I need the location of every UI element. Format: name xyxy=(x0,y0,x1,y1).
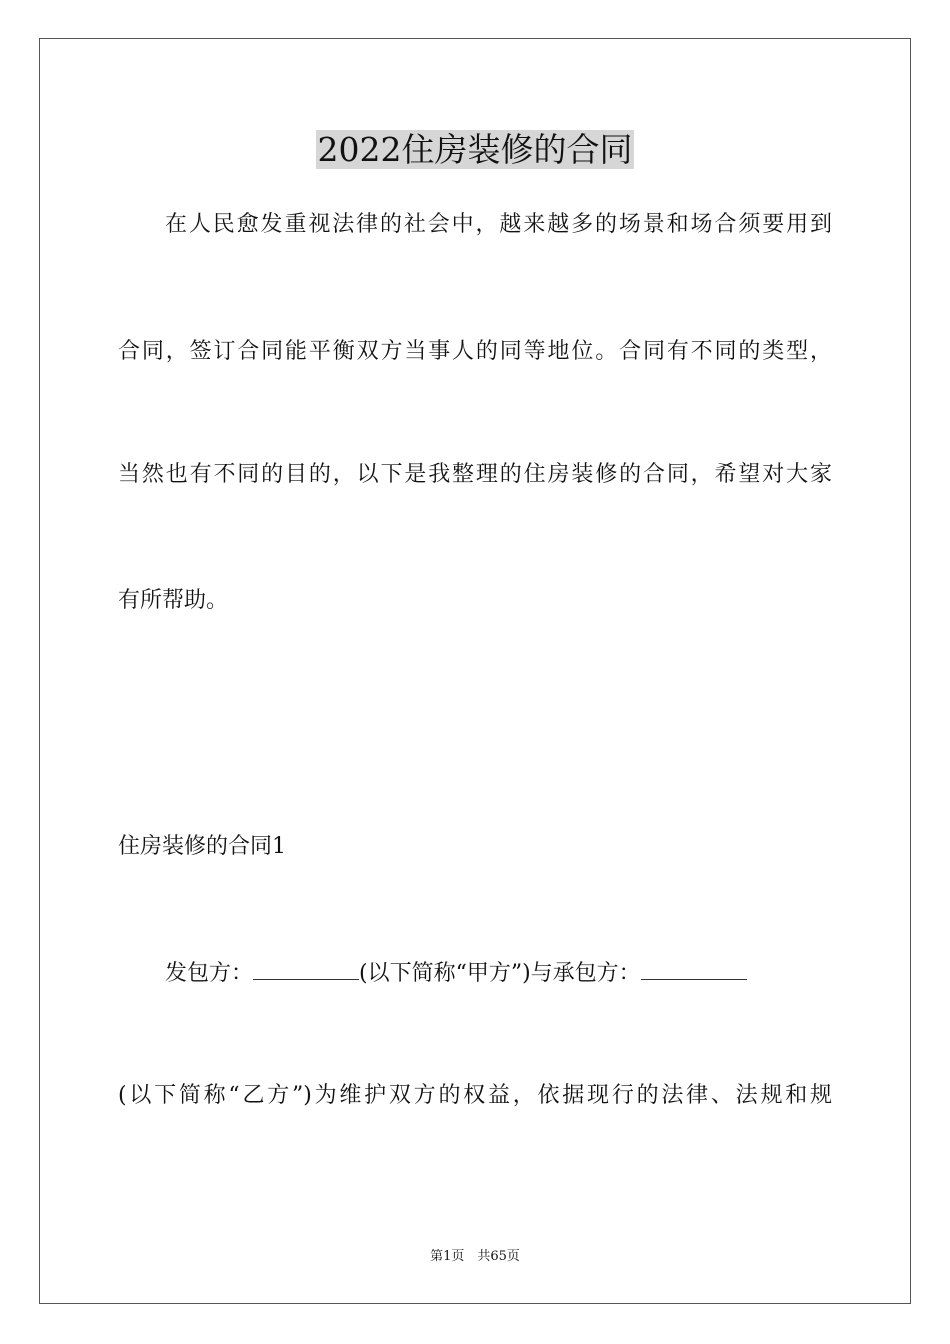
paragraph-line-1: 在人民愈发重视法律的社会中，越来越多的场景和场合须要用到 xyxy=(165,212,832,237)
clause-line-1 xyxy=(165,957,747,989)
clause-line-2: (以下简称“乙方”)为维护双方的权益，依据现行的法律、法规和规 xyxy=(118,1083,832,1108)
paragraph-line-3: 当然也有不同的目的，以下是我整理的住房装修的合同，希望对大家 xyxy=(118,462,832,487)
clause-line-1-part1: 发包方： xyxy=(165,961,254,986)
document-title xyxy=(0,128,950,172)
document-title-text: 2022住房装修的合同 xyxy=(317,130,633,169)
paragraph-line-2: 合同，签订合同能平衡双方当事人的同等地位。合同有不同的类型， xyxy=(118,339,832,364)
clause-line-1-part2: (以下简称“甲方”)与承包方： xyxy=(359,961,641,986)
blank-field xyxy=(641,957,747,980)
paragraph-line-4: 有所帮助。 xyxy=(118,588,229,613)
page-footer: 第1页 共65页 xyxy=(430,1249,520,1264)
section-heading: 住房装修的合同1 xyxy=(118,834,286,859)
blank-field xyxy=(253,957,359,980)
